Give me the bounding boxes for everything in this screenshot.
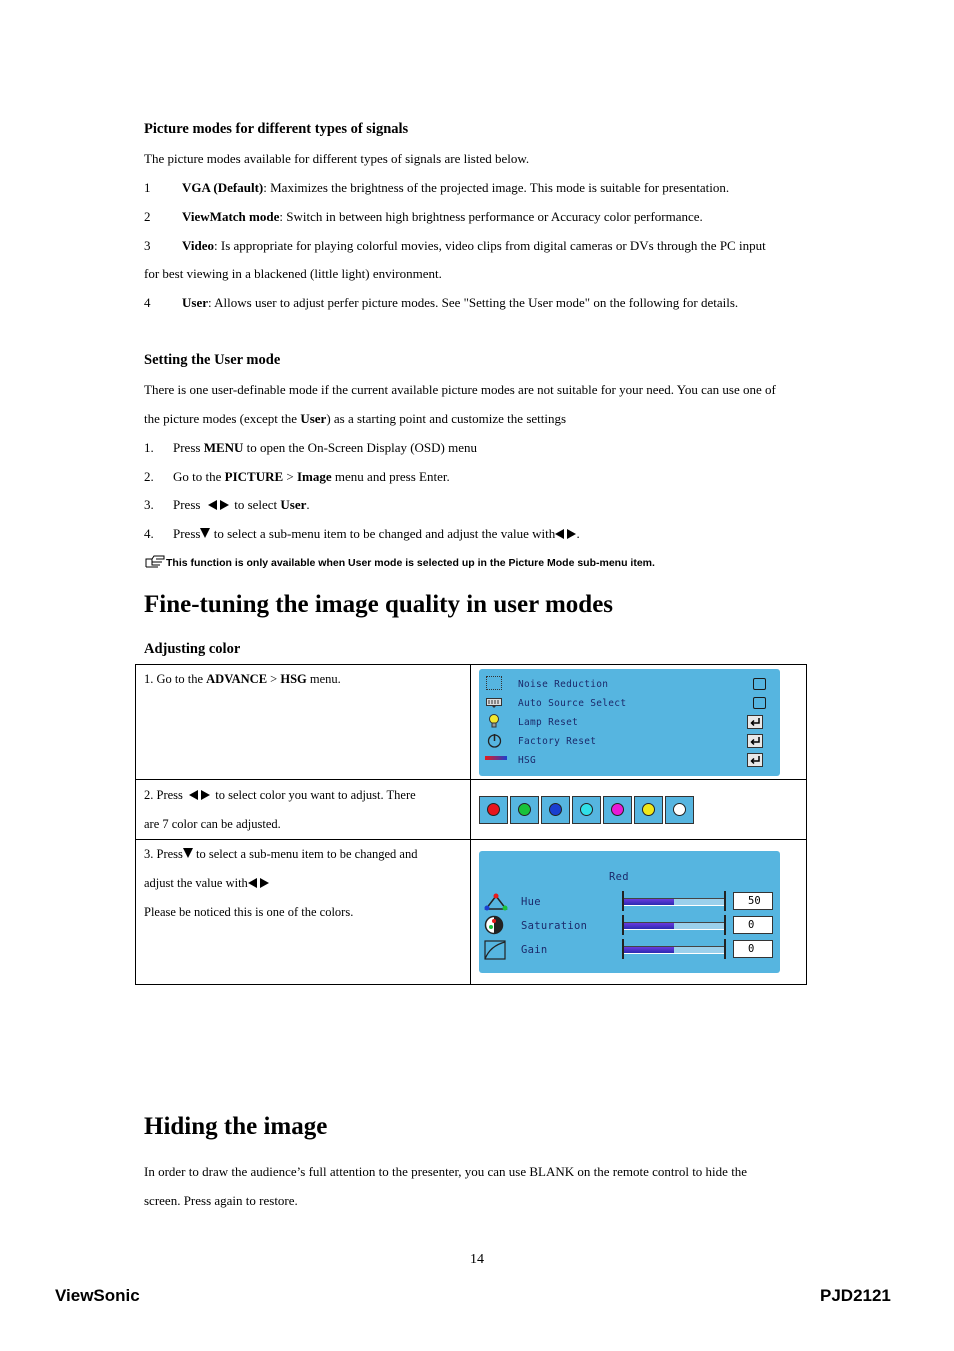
color-swatch[interactable] [510, 796, 539, 824]
color-swatch[interactable] [479, 796, 508, 824]
table-cell-step-1: 1. Go to the ADVANCE > HSG menu. [144, 672, 341, 686]
slider-end-cap [724, 891, 726, 911]
enter-icon[interactable] [747, 753, 763, 767]
footer-model: PJD2121 [820, 1286, 891, 1305]
osd-item-label: HSG [518, 755, 537, 766]
enter-icon[interactable] [747, 734, 763, 748]
left-arrow-icon [189, 790, 198, 800]
auto-source-checkbox[interactable] [753, 697, 766, 709]
table-cell-step-3-line3: Please be noticed this is one of the colors. [144, 905, 354, 919]
saturation-icon [484, 915, 504, 935]
osd-item-label: Noise Reduction [518, 679, 609, 690]
hue-icon [484, 893, 508, 911]
page-number: 14 [470, 1252, 484, 1267]
hsg-bar-icon [485, 756, 507, 760]
hsg-label: Saturation [521, 920, 588, 932]
gain-icon [484, 940, 506, 960]
down-arrow-icon [200, 528, 210, 538]
paragraph-line: screen. Press again to restore. [144, 1193, 298, 1208]
note-hand-icon [144, 555, 166, 574]
list-item-continuation: for best viewing in a blackened (little light) environment. [144, 266, 442, 281]
hsg-label: Hue [521, 896, 541, 908]
color-dot [673, 803, 686, 816]
color-dot [642, 803, 655, 816]
table-cell-step-2: 2. Press to select color you want to adjust. There [144, 788, 416, 802]
paragraph-line: the picture modes (except the User) as a starting point and customize the settings [144, 411, 567, 426]
color-dot [518, 803, 531, 816]
step-item: 4. Press to select a sub-menu item to be changed and adjust the value with . [144, 526, 580, 541]
left-arrow-icon [248, 878, 257, 888]
color-swatch[interactable] [603, 796, 632, 824]
step-item: 1. Press MENU to open the On-Screen Display (OSD) menu [144, 440, 478, 455]
gain-slider-fill [624, 947, 674, 953]
intro-text: The picture modes available for different types of signals are listed below. [144, 151, 530, 166]
table-cell-step-3: 3. Press to select a sub-menu item to be changed and [144, 847, 418, 861]
section-heading-user-mode: Setting the User mode [144, 352, 281, 368]
hue-slider-fill [624, 899, 674, 905]
note-text: This function is only available when User mode is selected up in the Picture Mode sub-menu item. [166, 557, 655, 569]
color-swatch[interactable] [541, 796, 570, 824]
section-title-hiding-image: Hiding the image [144, 1113, 328, 1140]
hsg-color-name: Red [609, 871, 629, 883]
noise-reduction-icon [486, 676, 502, 690]
table-cell-step-3-line2: adjust the value with [144, 875, 269, 891]
osd-advance-menu [479, 669, 780, 776]
down-arrow-icon [183, 848, 193, 858]
slider-end-cap [724, 915, 726, 935]
color-dot [549, 803, 562, 816]
right-arrow-icon [201, 790, 210, 800]
osd-item-label: Factory Reset [518, 736, 597, 747]
footer-brand: ViewSonic [55, 1286, 140, 1305]
left-arrow-icon [208, 500, 217, 510]
noise-reduction-checkbox[interactable] [753, 678, 766, 690]
hue-value[interactable]: 50 [733, 892, 773, 910]
paragraph-line: In order to draw the audience’s full attention to the presenter, you can use BLANK on the remote control to hide the [144, 1164, 748, 1179]
table-cell-step-2-line2: are 7 color can be adjusted. [144, 817, 281, 831]
saturation-slider-fill [624, 923, 674, 929]
step-item: 3. Press to select User. [144, 497, 310, 512]
gain-value[interactable]: 0 [733, 940, 773, 958]
color-dot [611, 803, 624, 816]
left-arrow-icon [555, 529, 564, 539]
section-title-fine-tuning: Fine-tuning the image quality in user modes [144, 591, 614, 618]
osd-hsg-panel [479, 851, 780, 973]
auto-source-icon [486, 696, 502, 710]
color-swatch[interactable] [634, 796, 663, 824]
step-item: 2. Go to the PICTURE > Image menu and press Enter. [144, 469, 450, 484]
color-swatch[interactable] [572, 796, 601, 824]
slider-end-cap [724, 939, 726, 959]
section-heading-picture-modes: Picture modes for different types of signals [144, 121, 409, 137]
osd-item-label: Auto Source Select [518, 698, 627, 709]
osd-item-label: Lamp Reset [518, 717, 579, 728]
color-swatch[interactable] [665, 796, 694, 824]
right-arrow-icon [260, 878, 269, 888]
hsg-label: Gain [521, 944, 548, 956]
color-dot [580, 803, 593, 816]
subheading-adjusting-color: Adjusting color [144, 641, 241, 657]
lamp-icon [488, 714, 504, 728]
right-arrow-icon [220, 500, 229, 510]
color-dot [487, 803, 500, 816]
enter-icon[interactable] [747, 715, 763, 729]
saturation-value[interactable]: 0 [733, 916, 773, 934]
paragraph-line: There is one user-definable mode if the current available picture modes are not suitable for your need. You can use one of [144, 382, 776, 397]
power-icon [487, 733, 503, 747]
